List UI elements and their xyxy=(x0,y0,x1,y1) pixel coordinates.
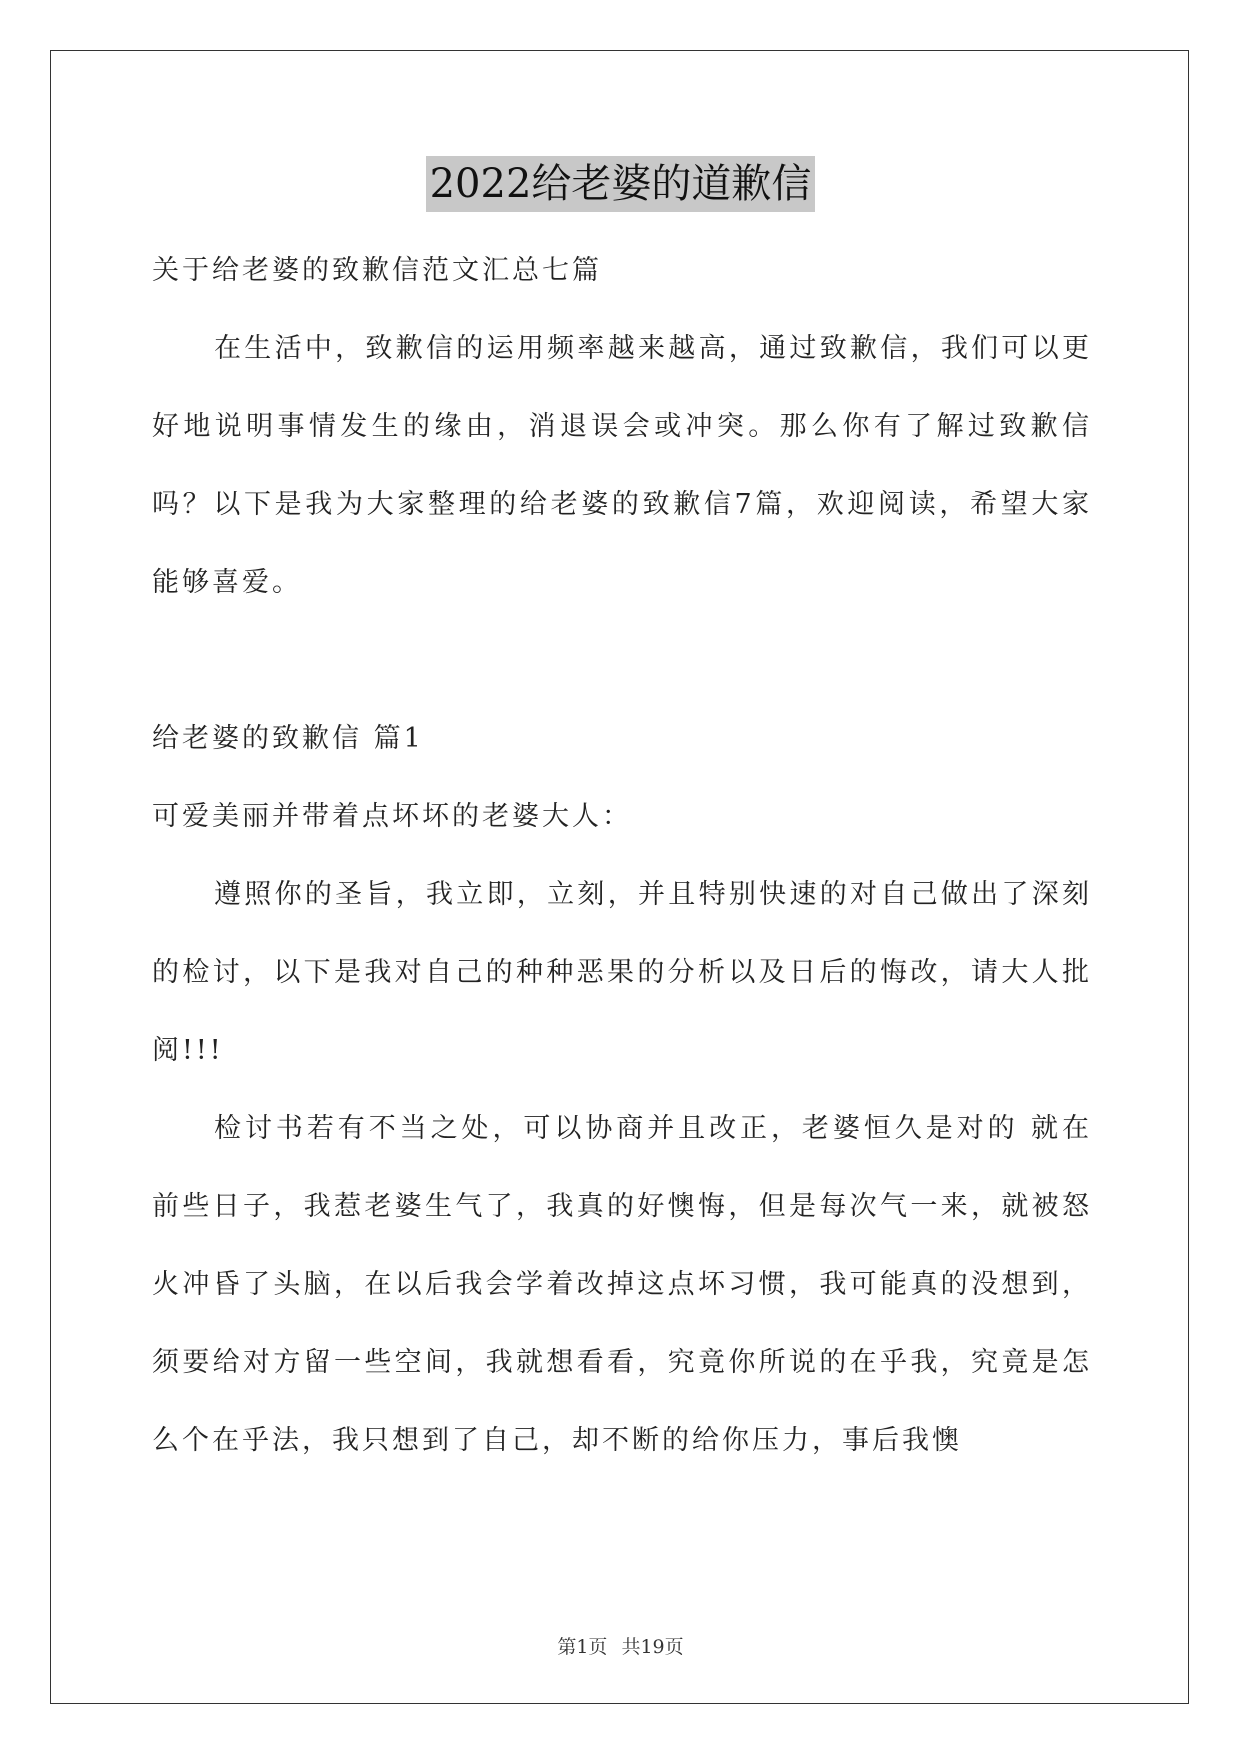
page-footer xyxy=(0,1632,1241,1659)
section-gap xyxy=(152,622,1092,700)
subtitle: 关于给老婆的致歉信范文汇总七篇 xyxy=(152,255,602,286)
page-number: 第1页 xyxy=(557,1636,608,1658)
page-total: 共19页 xyxy=(621,1636,684,1658)
salutation: 可爱美丽并带着点坏坏的老婆大人： xyxy=(152,801,632,832)
document-title: 2022给老婆的道歉信 xyxy=(426,156,816,212)
document-body xyxy=(152,232,1092,1480)
section-heading: 给老婆的致歉信 篇1 xyxy=(152,723,424,754)
body-paragraph-2: 检讨书若有不当之处，可以协商并且改正，老婆恒久是对的 就在前些日子，我惹老婆生气了，我真的好懊悔，但是每次气一来，就被怒火冲昏了头脑，在以后我会学着改掉这点坏习惯，我可能真的没想到，须要给对方留一些空间，我就想看看，究竟你所说的在乎我，究竟是怎么个在乎法，我只想到了自己，却不断的给你压力，事后我懊 xyxy=(152,1113,1092,1456)
title-container xyxy=(0,156,1241,212)
intro-paragraph: 在生活中，致歉信的运用频率越来越高，通过致歉信，我们可以更好地说明事情发生的缘由，消退误会或冲突。那么你有了解过致歉信吗？以下是我为大家整理的给老婆的致歉信7篇，欢迎阅读，希望大家能够喜爱。 xyxy=(152,333,1092,598)
body-paragraph-1: 遵照你的圣旨，我立即，立刻，并且特别快速的对自己做出了深刻的检讨，以下是我对自己的种种恶果的分析以及日后的悔改，请大人批阅!!! xyxy=(152,879,1092,1066)
